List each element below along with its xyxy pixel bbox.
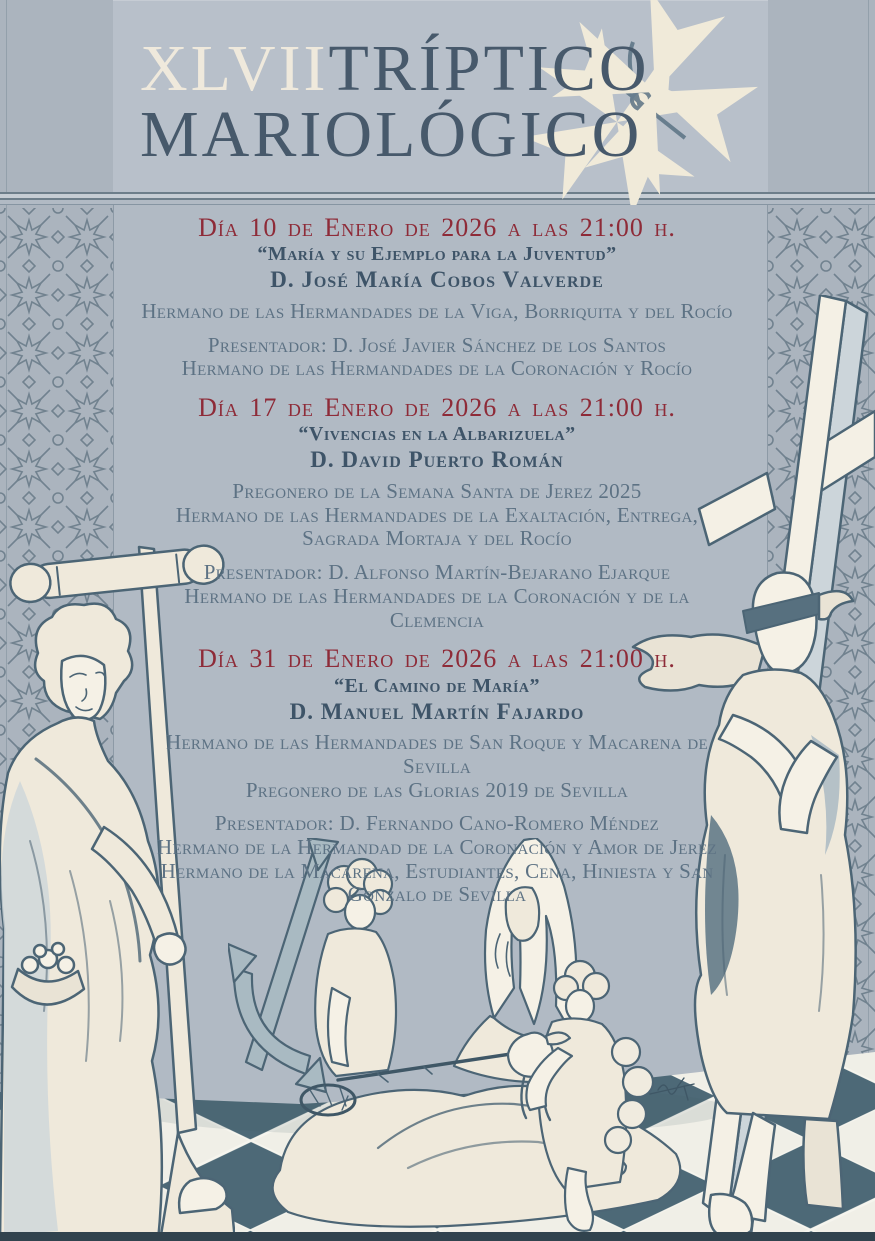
title-word-triptico: TRÍPTICO <box>328 32 650 105</box>
event-3-presenter-group <box>137 812 737 907</box>
event-schedule <box>137 214 737 920</box>
event-1-lecture-title: “María y su Ejemplo para la Juventud” <box>257 243 617 266</box>
event-2-presenter-credit: Hermano de las Hermandades de la Coronación y de la Clemencia <box>184 583 690 632</box>
title-line-2 <box>140 98 650 171</box>
event-3-speaker: D. Manuel Martín Fajardo <box>289 698 585 724</box>
event-1-presenter-credit: Hermano de las Hermandades de la Coronación y Rocío <box>181 356 693 381</box>
poster-title <box>140 32 650 171</box>
event-2-credit: Hermano de las Hermandades de la Exaltación, Entrega, Sagrada Mortaja y del Rocío <box>175 502 699 551</box>
event-2-presenter-group <box>137 561 737 632</box>
event-1-speaker: D. José María Cobos Valverde <box>270 267 604 293</box>
event-3-credit: Pregonero de las Glorias 2019 de Sevilla <box>245 777 629 802</box>
artist-signature <box>650 1078 694 1100</box>
event-2-lecture-title: “Vivencias en la Albarizuela” <box>298 423 576 446</box>
title-line-1 <box>140 32 650 105</box>
event-3-date: Día 31 de Enero de 2026 a las 21:00 h. <box>198 644 676 674</box>
event-3-presenter-credit: Hermano de la Macarena, Estudiantes, Cena, Hiniesta y San Gonzalo de Sevilla <box>160 858 714 907</box>
event-1-date: Día 10 de Enero de 2026 a las 21:00 h. <box>198 213 676 242</box>
event-3-credit: Hermano de las Hermandades de San Roque y Macarena de Sevilla <box>166 730 708 778</box>
event-1-presenter-group <box>137 334 737 381</box>
event-3-presenter-credit: Hermano de la Hermandad de la Coronación y Amor de Jerez <box>157 835 717 860</box>
event-1-presenter: Presentador: D. José Javier Sánchez de los Santos <box>207 332 667 357</box>
event-3-lecture-title: “El Camino de María” <box>334 674 540 697</box>
event-2-speaker: D. David Puerto Román <box>310 447 564 473</box>
event-2-date: Día 17 de Enero de 2026 a las 21:00 h. <box>198 393 676 423</box>
event-2-presenter: Presentador: D. Alfonso Martín-Bejarano Ejarque <box>203 560 671 585</box>
event-3-presenter: Presentador: D. Fernando Cano-Romero Méndez <box>214 811 660 836</box>
edition-numeral: XLVII <box>140 32 329 105</box>
floor-base-strip <box>0 1232 875 1241</box>
title-word-mariologico: MARIOLÓGICO <box>140 98 643 171</box>
event-block-1 <box>137 214 737 381</box>
event-block-2 <box>137 394 737 632</box>
event-2-credit: Pregonero de la Semana Santa de Jerez 2025 <box>232 478 642 503</box>
event-1-credit: Hermano de las Hermandades de la Viga, Borriquita y del Rocío <box>141 298 733 323</box>
event-block-3 <box>137 645 737 907</box>
